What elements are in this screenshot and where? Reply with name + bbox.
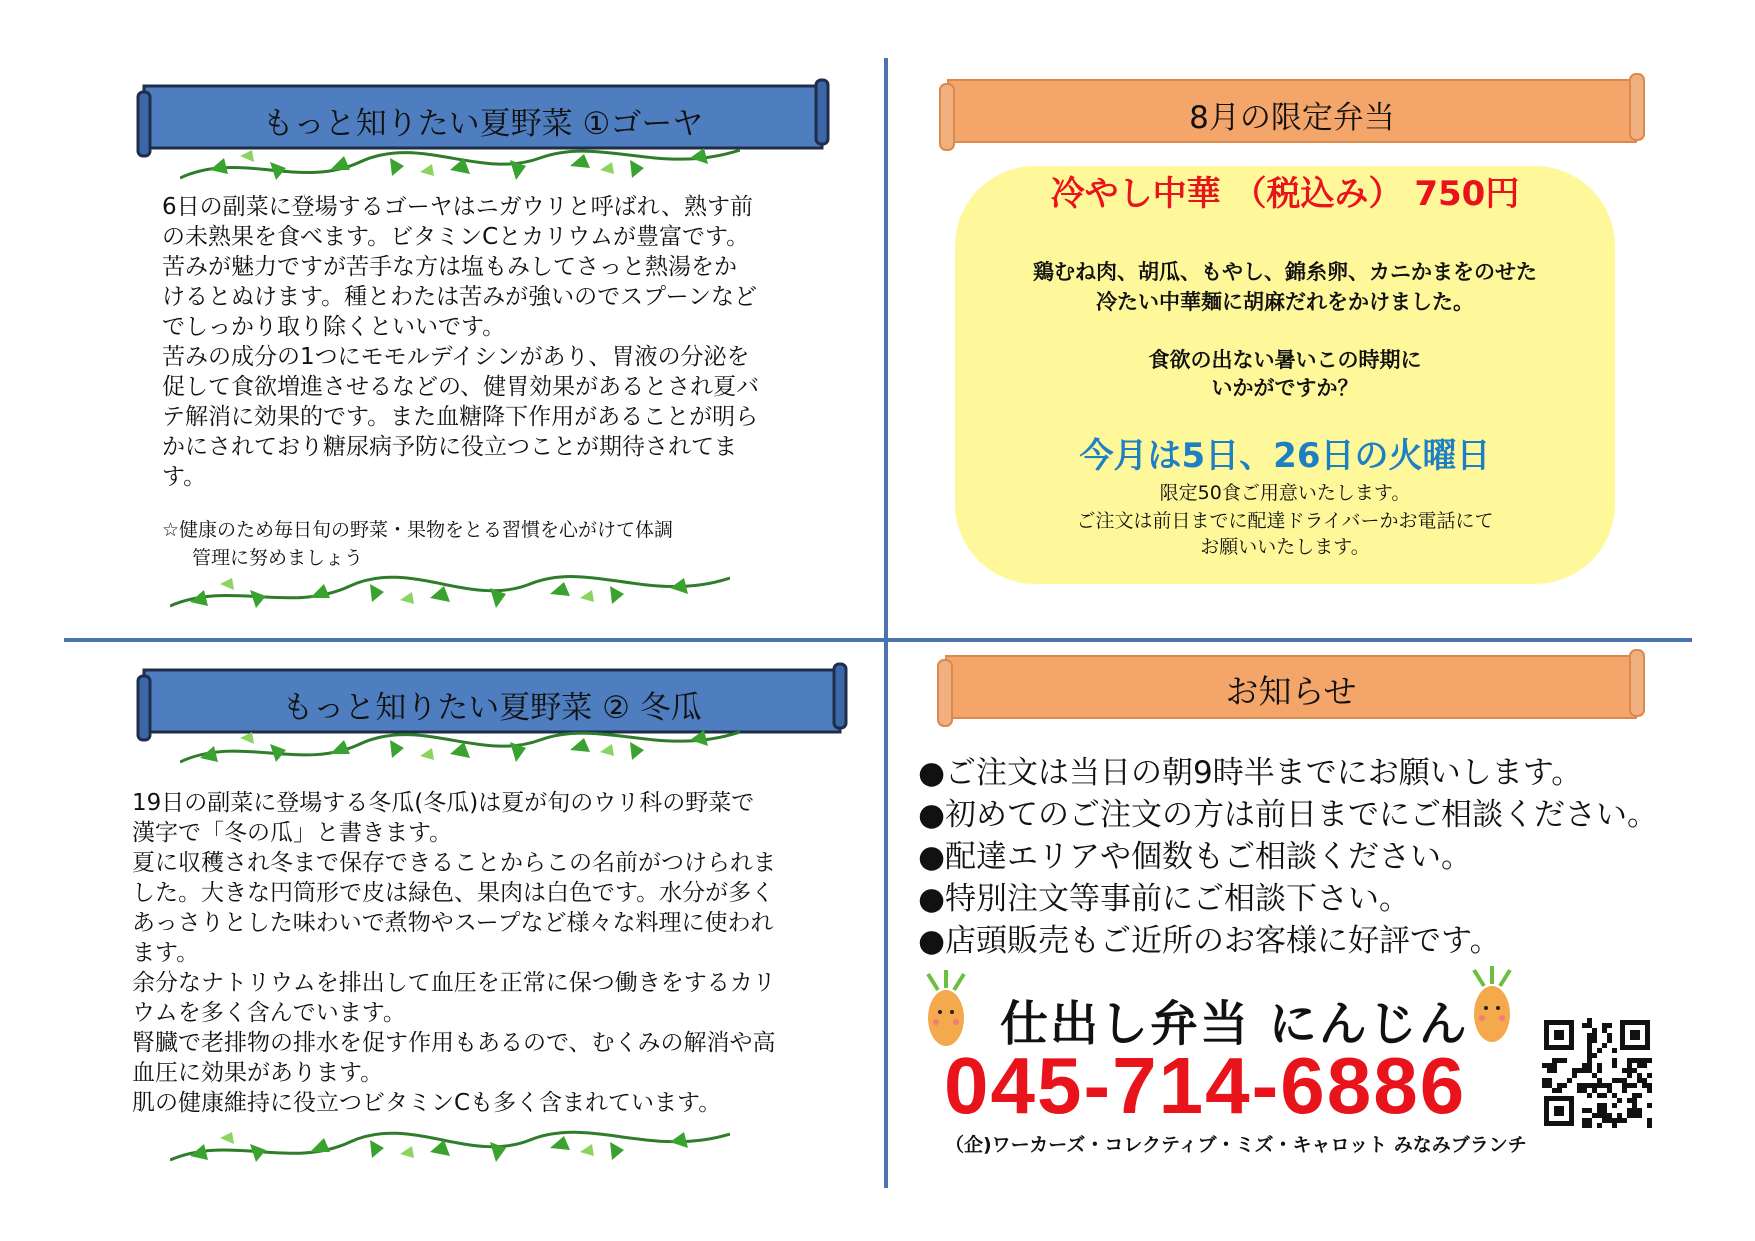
vine-decoration xyxy=(170,1122,730,1174)
togan-line: 夏に収穫され冬まで保存できることからこの名前がつけられま xyxy=(132,850,776,876)
goya-body xyxy=(162,192,759,492)
bento-dates: 今月は5日、26日の火曜日 xyxy=(1079,436,1491,476)
goya-line: でしっかり取り除くといいです。 xyxy=(162,314,506,340)
togan-body xyxy=(132,788,776,1118)
notice-title-banner xyxy=(936,646,1646,730)
notice-item: ●配達エリアや個数もご相談ください。 xyxy=(918,839,1473,875)
bento-panel xyxy=(955,166,1615,584)
bento-limit: 限定50食ご用意いたします。 xyxy=(1159,482,1411,504)
goya-line: の未熟果を食べます。ビタミンCとカリウムが豊富です。 xyxy=(162,224,750,250)
goya-note xyxy=(162,516,673,572)
bento-title: 8月の限定弁当 xyxy=(1189,100,1395,136)
vine-decoration xyxy=(180,722,740,774)
note-line: ☆健康のため毎日旬の野菜・果物をとる習慣を心がけて体調 xyxy=(162,519,674,541)
goya-line: 6日の副菜に登場するゴーヤはニガウリと呼ばれ、熟す前 xyxy=(162,194,754,220)
goya-line: す。 xyxy=(162,464,207,490)
togan-line: した。大きな円筒形で皮は緑色、果肉は白色です。水分が多く xyxy=(132,880,775,906)
togan-line: 血圧に効果があります。 xyxy=(132,1060,384,1086)
goya-title: もっと知りたい夏野菜 ①ゴーヤ xyxy=(262,106,704,142)
togan-line: 19日の副菜に登場する冬瓜(冬瓜)は夏が旬のウリ科の野菜で xyxy=(132,790,755,816)
qr-code-icon[interactable] xyxy=(1542,1018,1652,1128)
phone-number: 045-714-6886 xyxy=(944,1041,1467,1130)
notice-item: ●初めてのご注文の方は前日までにご相談ください。 xyxy=(918,797,1659,833)
bento-title-banner xyxy=(938,70,1646,154)
vine-decoration xyxy=(180,140,740,190)
goya-line: けるとぬけます。種とわたは苦みが強いのでスプーンなど xyxy=(162,284,758,310)
goya-line: かにされており糖尿病予防に役立つことが期待されてま xyxy=(162,434,737,460)
bento-description: 冷たい中華麺に胡麻だれをかけました。 xyxy=(1096,290,1474,314)
bento-description: 鶏むね肉、胡瓜、もやし、錦糸卵、カニかまをのせた xyxy=(1033,260,1537,284)
togan-line: 余分なナトリウムを排出して血圧を正常に保つ働きをするカリ xyxy=(132,970,776,996)
togan-line: 腎臓で老排物の排水を促す作用もあるので、むくみの解消や高 xyxy=(132,1030,776,1056)
company-name: （企)ワーカーズ・コレクティブ・ミズ・キャロット みなみブランチ xyxy=(945,1134,1527,1156)
notice-title: お知らせ xyxy=(1225,672,1357,711)
bento-order: ご注文は前日までに配達ドライバーかお電話にて xyxy=(1076,510,1494,532)
carrot-mascot-icon xyxy=(1462,966,1524,1056)
togan-line: 肌の健康維持に役立つビタミンCも多く含まれています。 xyxy=(132,1090,722,1116)
togan-line: ます。 xyxy=(132,940,200,966)
togan-line: ウムを多く含んでいます。 xyxy=(132,1000,406,1026)
notice-item: ●ご注文は当日の朝9時半までにお願いします。 xyxy=(918,755,1583,791)
bento-description: 食欲の出ない暑いこの時期に xyxy=(1148,348,1422,372)
vertical-divider xyxy=(884,58,888,1188)
goya-line: 苦みの成分の1つにモモルデイシンがあり、胃液の分泌を xyxy=(162,344,750,370)
notice-list xyxy=(918,752,1658,962)
bento-headline: 冷やし中華 （税込み） 750円 xyxy=(1050,174,1520,214)
note-line: 管理に努めましょう xyxy=(192,547,364,569)
togan-title: もっと知りたい夏野菜 ② 冬瓜 xyxy=(282,690,702,726)
goya-line: テ解消に効果的です。また血糖降下作用があることが明ら xyxy=(162,404,759,430)
bento-order: お願いいたします。 xyxy=(1200,536,1370,558)
notice-item: ●特別注文等事前にご相談下さい。 xyxy=(918,881,1411,917)
notice-item: ●店頭販売もご近所のお客様に好評です。 xyxy=(918,923,1501,959)
shop-name: 仕出し弁当 にんじん xyxy=(1000,996,1469,1052)
bento-description: いかがですか？ xyxy=(1211,376,1359,400)
togan-line: あっさりとした味わいで煮物やスープなど様々な料理に使われ xyxy=(132,910,774,936)
vine-decoration xyxy=(170,566,730,618)
horizontal-divider xyxy=(64,638,1692,642)
goya-line: 促して食欲増進させるなどの、健胃効果があるとされ夏バ xyxy=(162,374,760,400)
togan-line: 漢字で「冬の瓜」と書きます。 xyxy=(132,820,453,846)
goya-line: 苦みが魅力ですが苦手な方は塩もみしてさっと熱湯をか xyxy=(162,254,737,280)
